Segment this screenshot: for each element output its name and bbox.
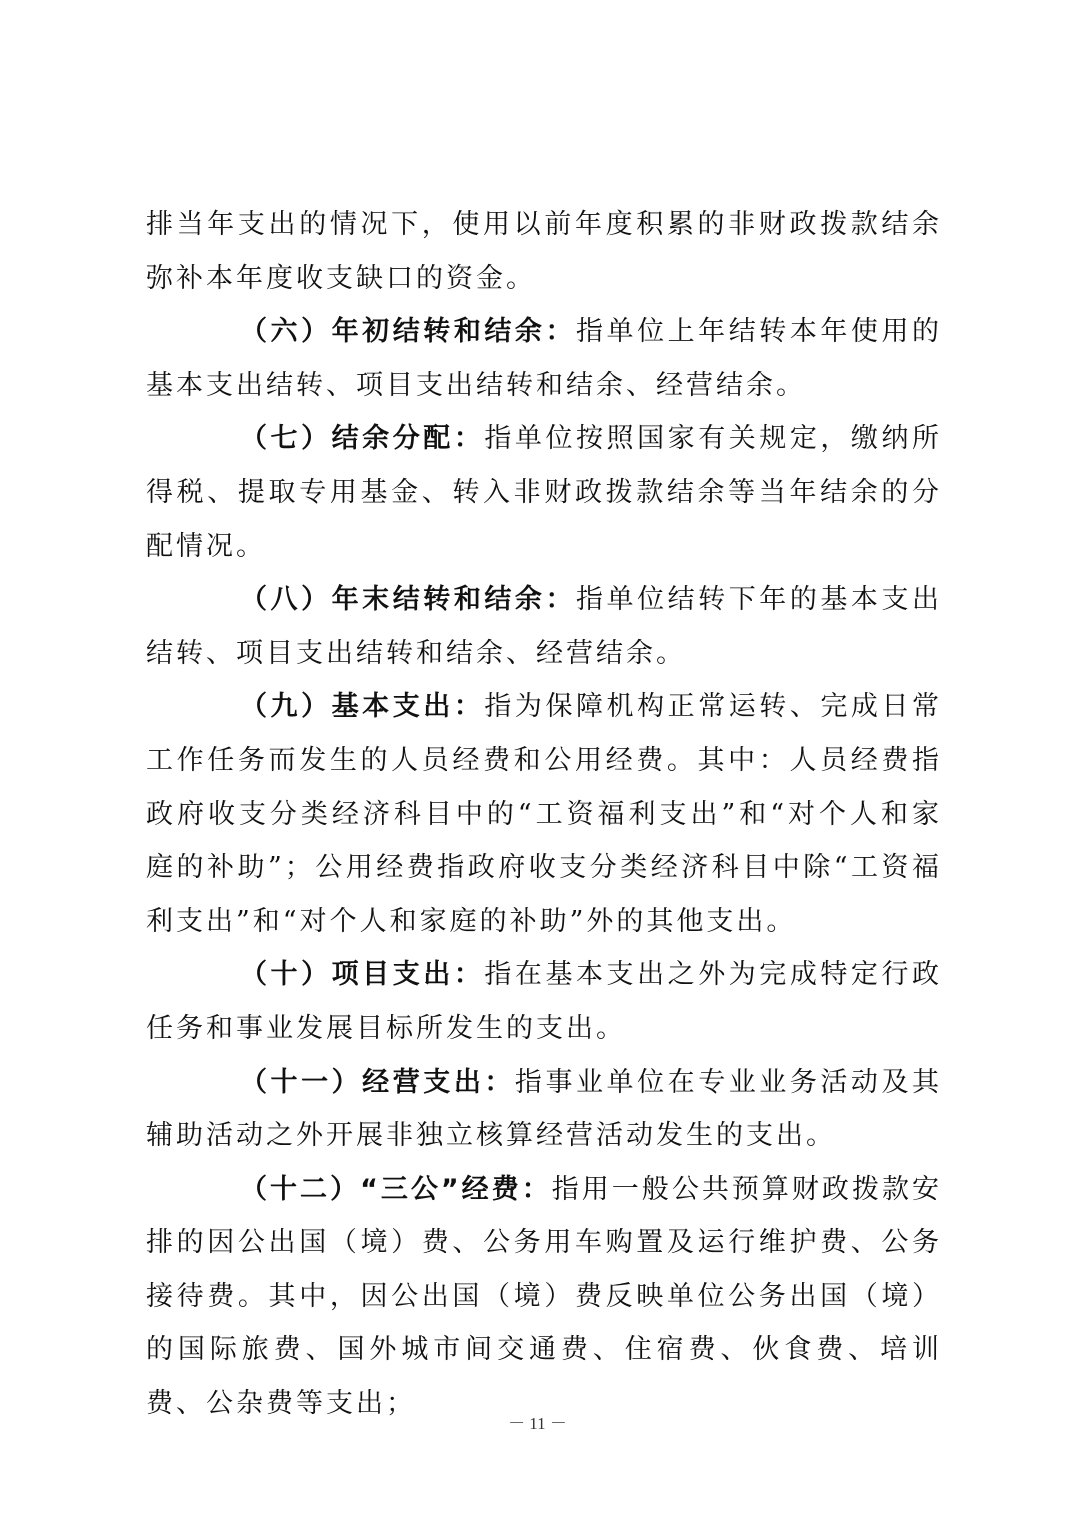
paragraph-balance-distribution: [146, 412, 942, 573]
paragraph-project-expenditure: [146, 948, 942, 1055]
term-heading: （十一）经营支出：: [240, 1066, 515, 1098]
term-heading: （十二）“三公”经费：: [240, 1173, 552, 1205]
paragraph-three-public-expenses: [146, 1163, 942, 1431]
paragraph-text: 排当年支出的情况下，使用以前年度积累的非财政拨款结余弥补本年度收支缺口的资金。: [146, 209, 942, 294]
term-heading: （六）年初结转和结余：: [240, 316, 576, 348]
term-heading: （九）基本支出：: [240, 691, 485, 723]
page-number: － 11 －: [508, 1414, 567, 1433]
paragraph-operating-expenditure: [146, 1056, 942, 1163]
paragraph-text: 指为保障机构正常运转、完成日常工作任务而发生的人员经费和公用经费。其中：人员经费指政府收支分类经济科目中的“工资福利支出”和“对个人和家庭的补助”；公用经费指政府收支分类经济科目中除“工资福利支出”和“对个人和家庭的补助”外的其他支出。: [146, 691, 943, 937]
paragraph-carryover-balance: [146, 305, 942, 412]
term-heading: （七）结余分配：: [240, 423, 485, 455]
paragraph-text: 指事业单位在专业业务活动及其辅助活动之外开展非独立核算经营活动发生的支出。: [146, 1066, 943, 1152]
paragraph-text: 指在基本支出之外为完成特定行政任务和事业发展目标所发生的支出。: [146, 959, 943, 1044]
paragraph-yearend-balance: [146, 573, 942, 680]
paragraph-text: 指单位结转下年的基本支出结转、项目支出结转和结余、经营结余。: [146, 584, 942, 669]
term-heading: （十）项目支出：: [240, 959, 485, 991]
paragraph-text: 指单位上年结转本年使用的基本支出结转、项目支出结转和结余、经营结余。: [146, 316, 942, 401]
document-body: [146, 198, 942, 1431]
paragraph-text: 指用一般公共预算财政拨款安排的因公出国（境）费、公务用车购置及运行维护费、公务接待费。其中，因公出国（境）费反映单位公务出国（境）的国际旅费、国外城市间交通费、住宿费、伙食费、培训费、公杂费等支出；: [146, 1173, 942, 1420]
paragraph-continuation: [146, 198, 942, 305]
paragraph-text: 指单位按照国家有关规定，缴纳所得税、提取专用基金、转入非财政拨款结余等当年结余的分配情况。: [146, 423, 943, 562]
paragraph-basic-expenditure: [146, 680, 942, 948]
term-heading: （八）年末结转和结余：: [240, 584, 576, 616]
